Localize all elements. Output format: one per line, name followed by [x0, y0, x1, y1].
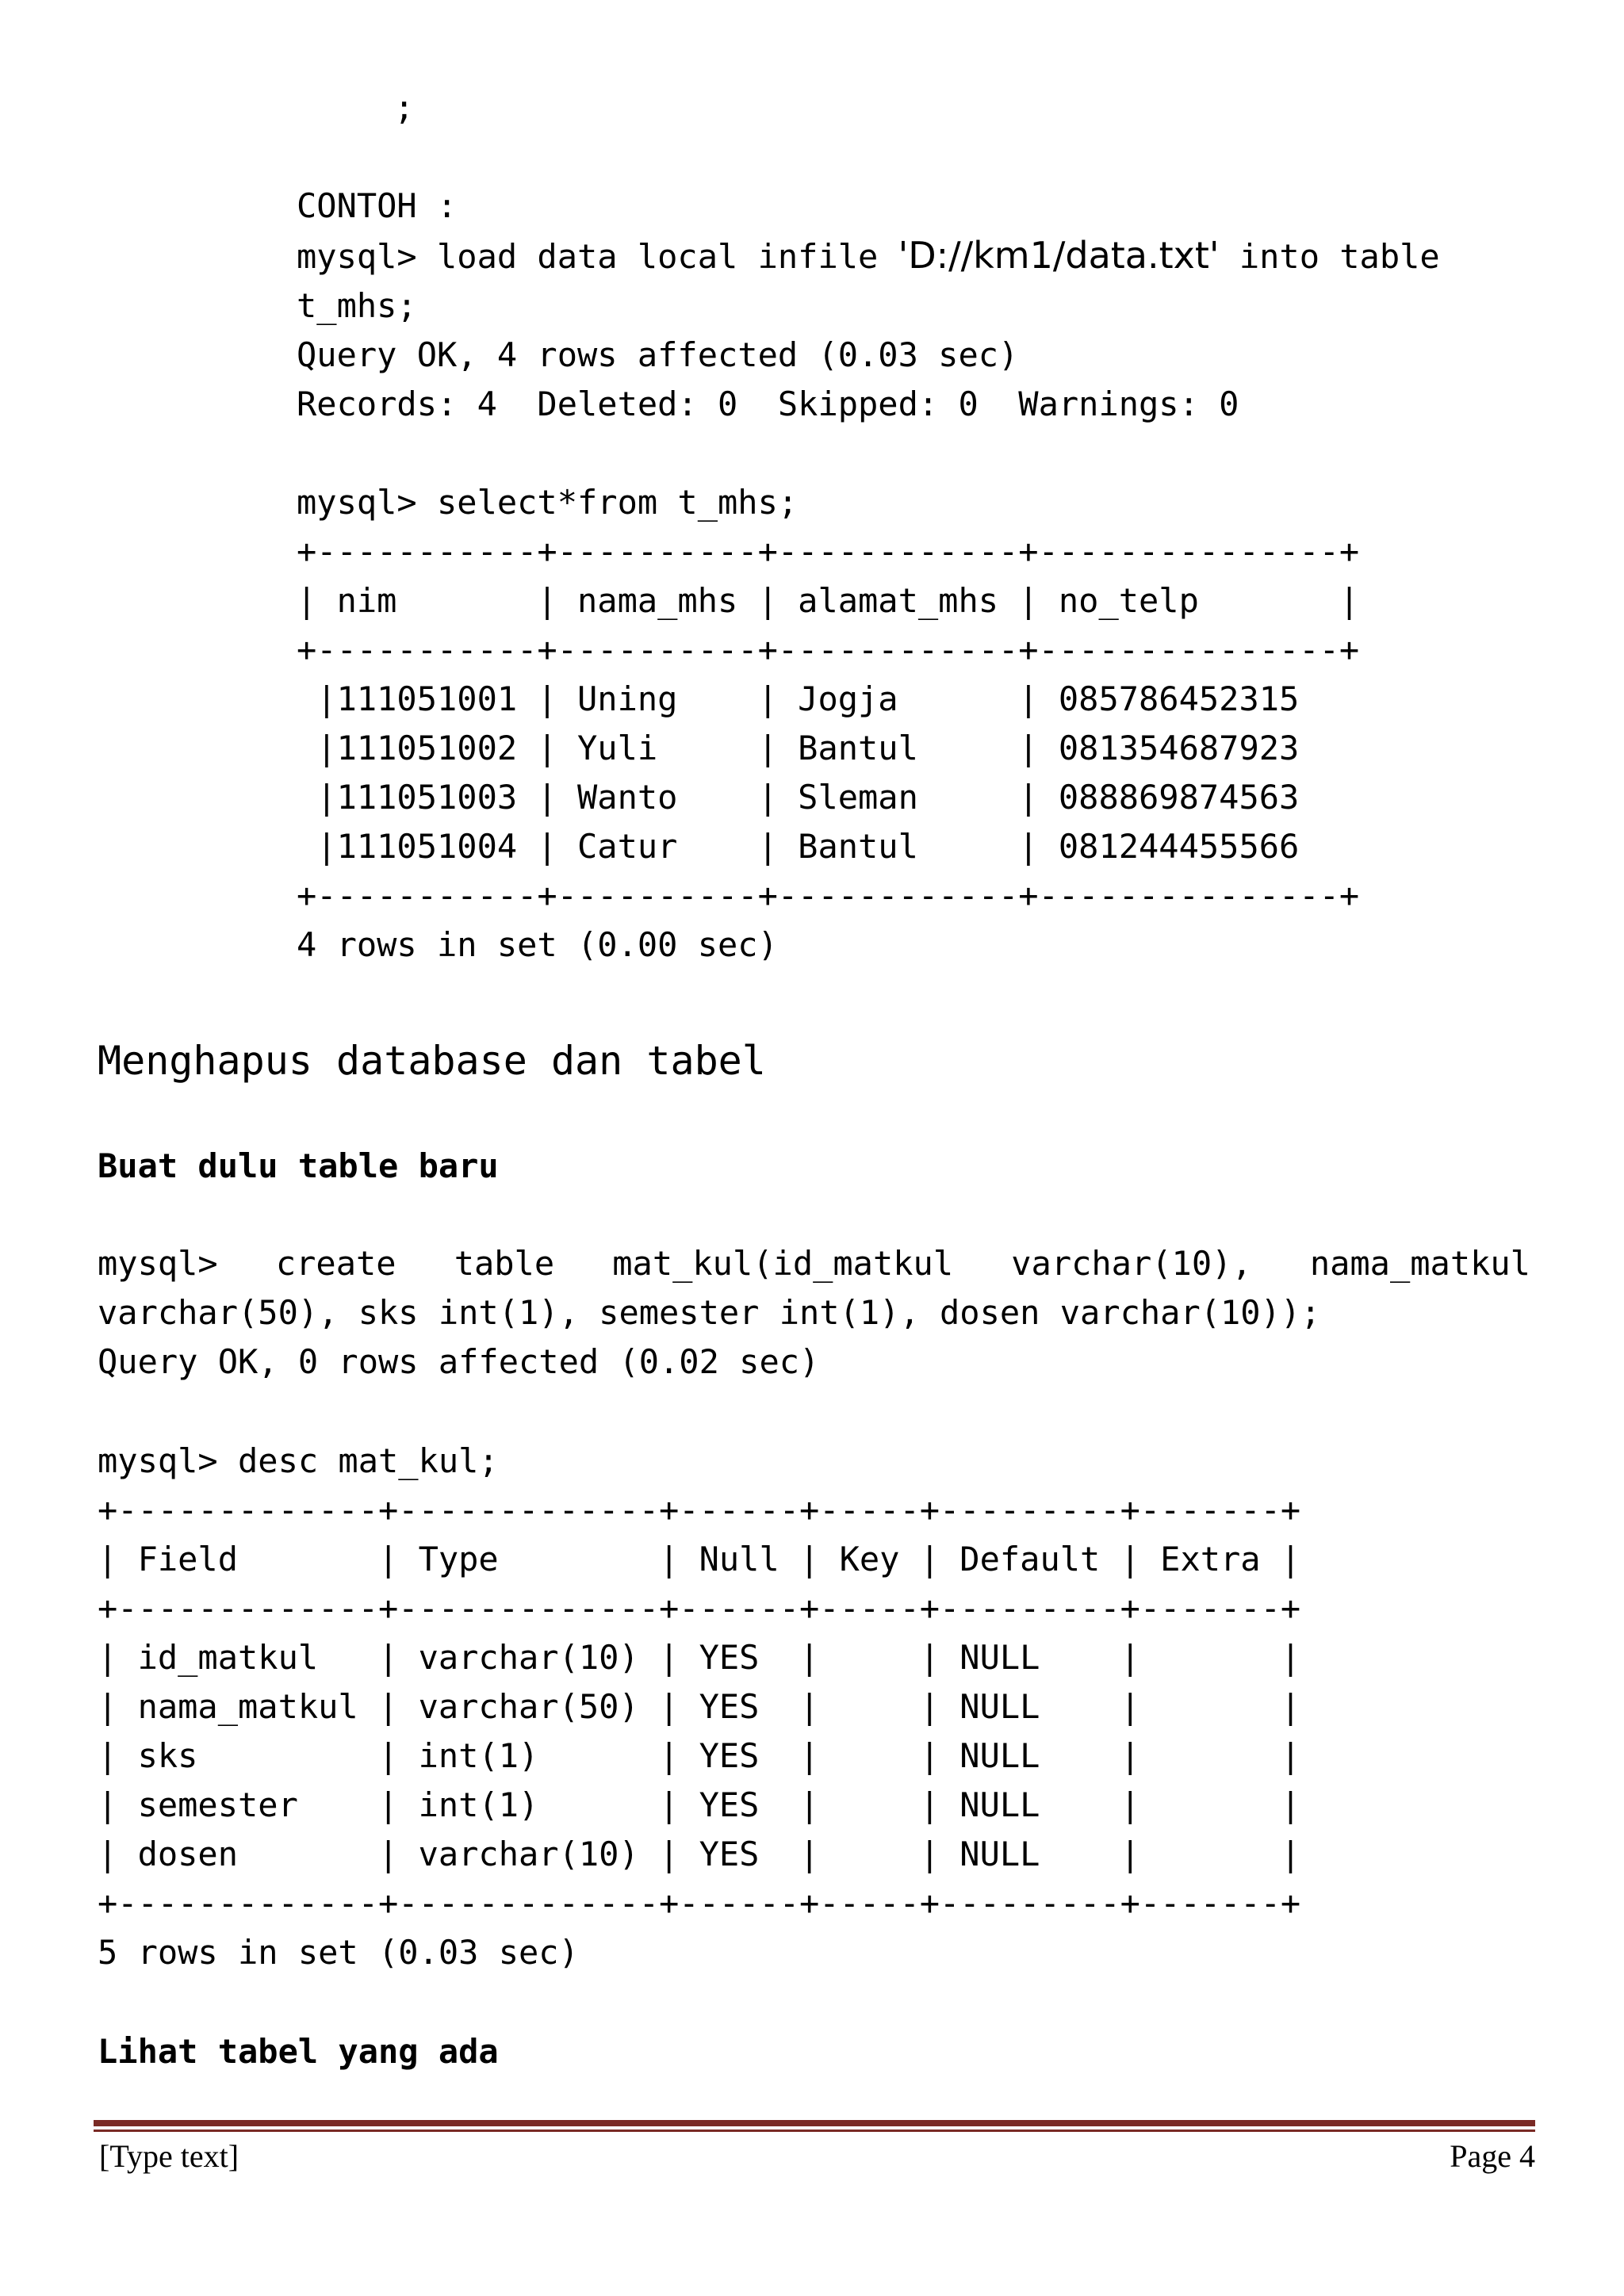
- create-word: table: [454, 1244, 555, 1283]
- load-command-continuation: t_mhs;: [297, 286, 417, 325]
- load-data-command: [297, 231, 1440, 281]
- table-row: |111051001 | Uning | Jogja | 085786452315: [297, 679, 1300, 718]
- table-header: | nim | nama_mhs | alamat_mhs | no_telp |: [297, 581, 1360, 620]
- footer-rule-thin: [94, 2130, 1535, 2132]
- result-line: 5 rows in set (0.03 sec): [98, 1933, 579, 1972]
- load-command-prefix: mysql> load data local infile: [297, 237, 898, 276]
- table-border: +-----------+----------+------------+---------------+: [297, 630, 1360, 669]
- footer-rule-thick: [94, 2120, 1535, 2126]
- table-border: +-------------+-------------+------+-----+---------+-------+: [98, 1490, 1301, 1529]
- table-header: | Field | Type | Null | Key | Default | Extra |: [98, 1540, 1301, 1578]
- table-border: +-----------+----------+------------+---------------+: [297, 876, 1360, 915]
- table-row: | sks | int(1) | YES | | NULL | |: [98, 1736, 1301, 1775]
- subheading-show-tables: Lihat tabel yang ada: [98, 2032, 499, 2071]
- create-command-line2: varchar(50), sks int(1), semester int(1), dosen varchar(10));: [98, 1293, 1321, 1332]
- table-row: |111051004 | Catur | Bantul | 081244455566: [297, 827, 1300, 866]
- table-border: +-------------+-------------+------+-----+---------+-------+: [98, 1589, 1301, 1628]
- table-border: +-----------+----------+------------+---------------+: [297, 532, 1360, 571]
- contoh-label: CONTOH :: [297, 186, 458, 225]
- create-word: create: [275, 1244, 396, 1283]
- result-line: 4 rows in set (0.00 sec): [297, 925, 778, 964]
- blank-line: [297, 132, 1440, 182]
- contoh-code-block: [297, 83, 1440, 970]
- blank-line: [297, 429, 1440, 478]
- records-line: Records: 4 Deleted: 0 Skipped: 0 Warnings: 0: [297, 385, 1239, 423]
- desc-command: mysql> desc mat_kul;: [98, 1441, 499, 1480]
- table-row: |111051003 | Wanto | Sleman | 088869874563: [297, 778, 1300, 817]
- section-heading: Menghapus database dan tabel: [98, 1038, 766, 1084]
- load-command-suffix: into table: [1219, 237, 1440, 276]
- footer-page-number: Page 4: [1450, 2138, 1535, 2174]
- table-row: | semester | int(1) | YES | | NULL | |: [98, 1785, 1301, 1824]
- query-ok-line: Query OK, 0 rows affected (0.02 sec): [98, 1342, 820, 1381]
- table-border: +-------------+-------------+------+-----+---------+-------+: [98, 1884, 1301, 1923]
- query-ok-line: Query OK, 4 rows affected (0.03 sec): [297, 335, 1019, 374]
- subheading-create-table: Buat dulu table baru: [98, 1146, 499, 1185]
- table-row: |111051002 | Yuli | Bantul | 081354687923: [297, 729, 1300, 767]
- table-row: | dosen | varchar(10) | YES | | NULL | |: [98, 1835, 1301, 1873]
- load-file-path: 'D://km1/data.txt': [898, 234, 1220, 277]
- create-word: mysql>: [98, 1244, 218, 1283]
- create-word: varchar(10),: [1011, 1244, 1252, 1283]
- desc-code-block: [98, 1437, 1300, 1977]
- table-row: | id_matkul | varchar(10) | YES | | NULL | |: [98, 1638, 1301, 1677]
- select-command: mysql> select*from t_mhs;: [297, 483, 799, 522]
- semicolon-line: ;: [394, 88, 415, 127]
- table-row: | nama_matkul | varchar(50) | YES | | NULL | |: [98, 1687, 1301, 1726]
- create-word: mat_kul(id_matkul: [612, 1244, 954, 1283]
- create-code-block: [98, 1239, 1530, 1387]
- create-command-line1: [98, 1239, 1530, 1288]
- footer-left-text: [Type text]: [99, 2138, 239, 2174]
- create-word: nama_matkul: [1309, 1244, 1530, 1283]
